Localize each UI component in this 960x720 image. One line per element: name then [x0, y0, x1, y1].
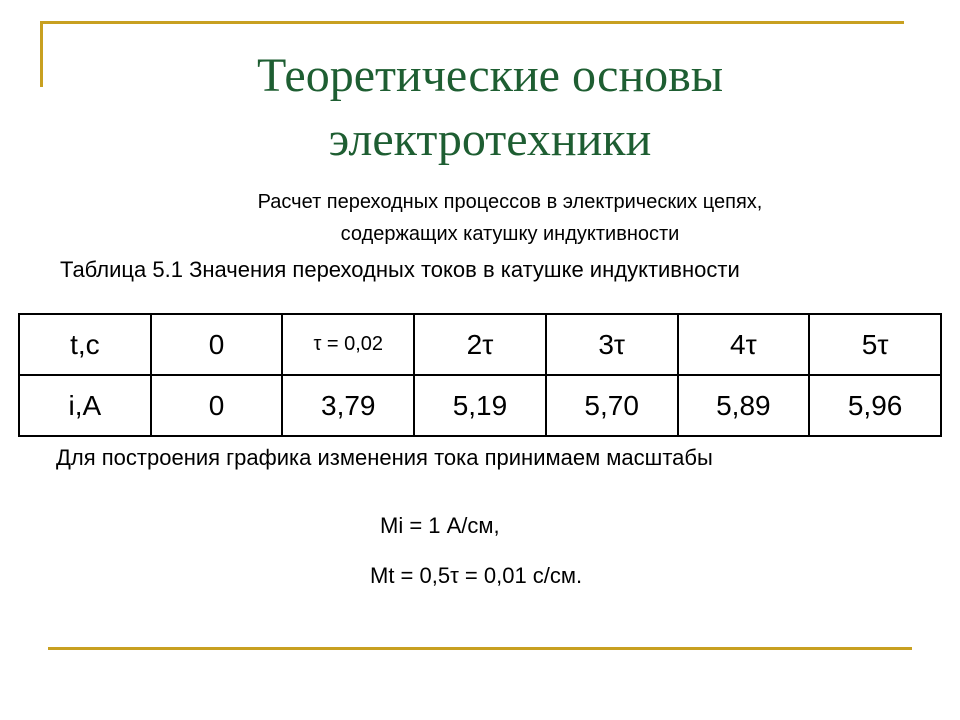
table-cell: i,A: [19, 375, 151, 436]
table-cell: 5,19: [414, 375, 546, 436]
table-cell: 0: [151, 314, 283, 375]
table-cell: 4τ: [678, 314, 810, 375]
subtitle-line-1: Расчет переходных процессов в электрических цепях,: [257, 191, 763, 213]
table-cell: 5,96: [809, 375, 941, 436]
table-row-current: [19, 375, 941, 436]
bottom-decor-line: [48, 647, 912, 650]
table-cell: 5τ: [809, 314, 941, 375]
left-decor-line: [40, 21, 43, 87]
subtitle-line-2: содержащих катушку индуктивности: [340, 223, 680, 245]
title-line-1: Теоретические основы: [256, 49, 724, 102]
current-values-table: [18, 313, 942, 437]
table-caption: Таблица 5.1 Значения переходных токов в катушке индуктивности: [60, 257, 740, 282]
title-line-2: электротехники: [328, 113, 652, 166]
table-row-time: [19, 314, 941, 375]
table-cell: τ = 0,02: [282, 314, 414, 375]
time-scale: Mt = 0,5τ = 0,01 с/см.: [370, 563, 583, 588]
table-cell: 5,89: [678, 375, 810, 436]
table-cell: 0: [151, 375, 283, 436]
table-cell: 3,79: [282, 375, 414, 436]
table-cell: t,c: [19, 314, 151, 375]
table-cell: 3τ: [546, 314, 678, 375]
table-cell: 5,70: [546, 375, 678, 436]
current-scale: Mi = 1 А/см,: [380, 513, 500, 538]
table-cell: 2τ: [414, 314, 546, 375]
slide-subtitle: [150, 186, 870, 250]
top-decor-line: [40, 21, 904, 24]
scale-note: Для построения графика изменения тока принимаем масштабы: [56, 445, 713, 470]
slide-title: [140, 44, 840, 172]
